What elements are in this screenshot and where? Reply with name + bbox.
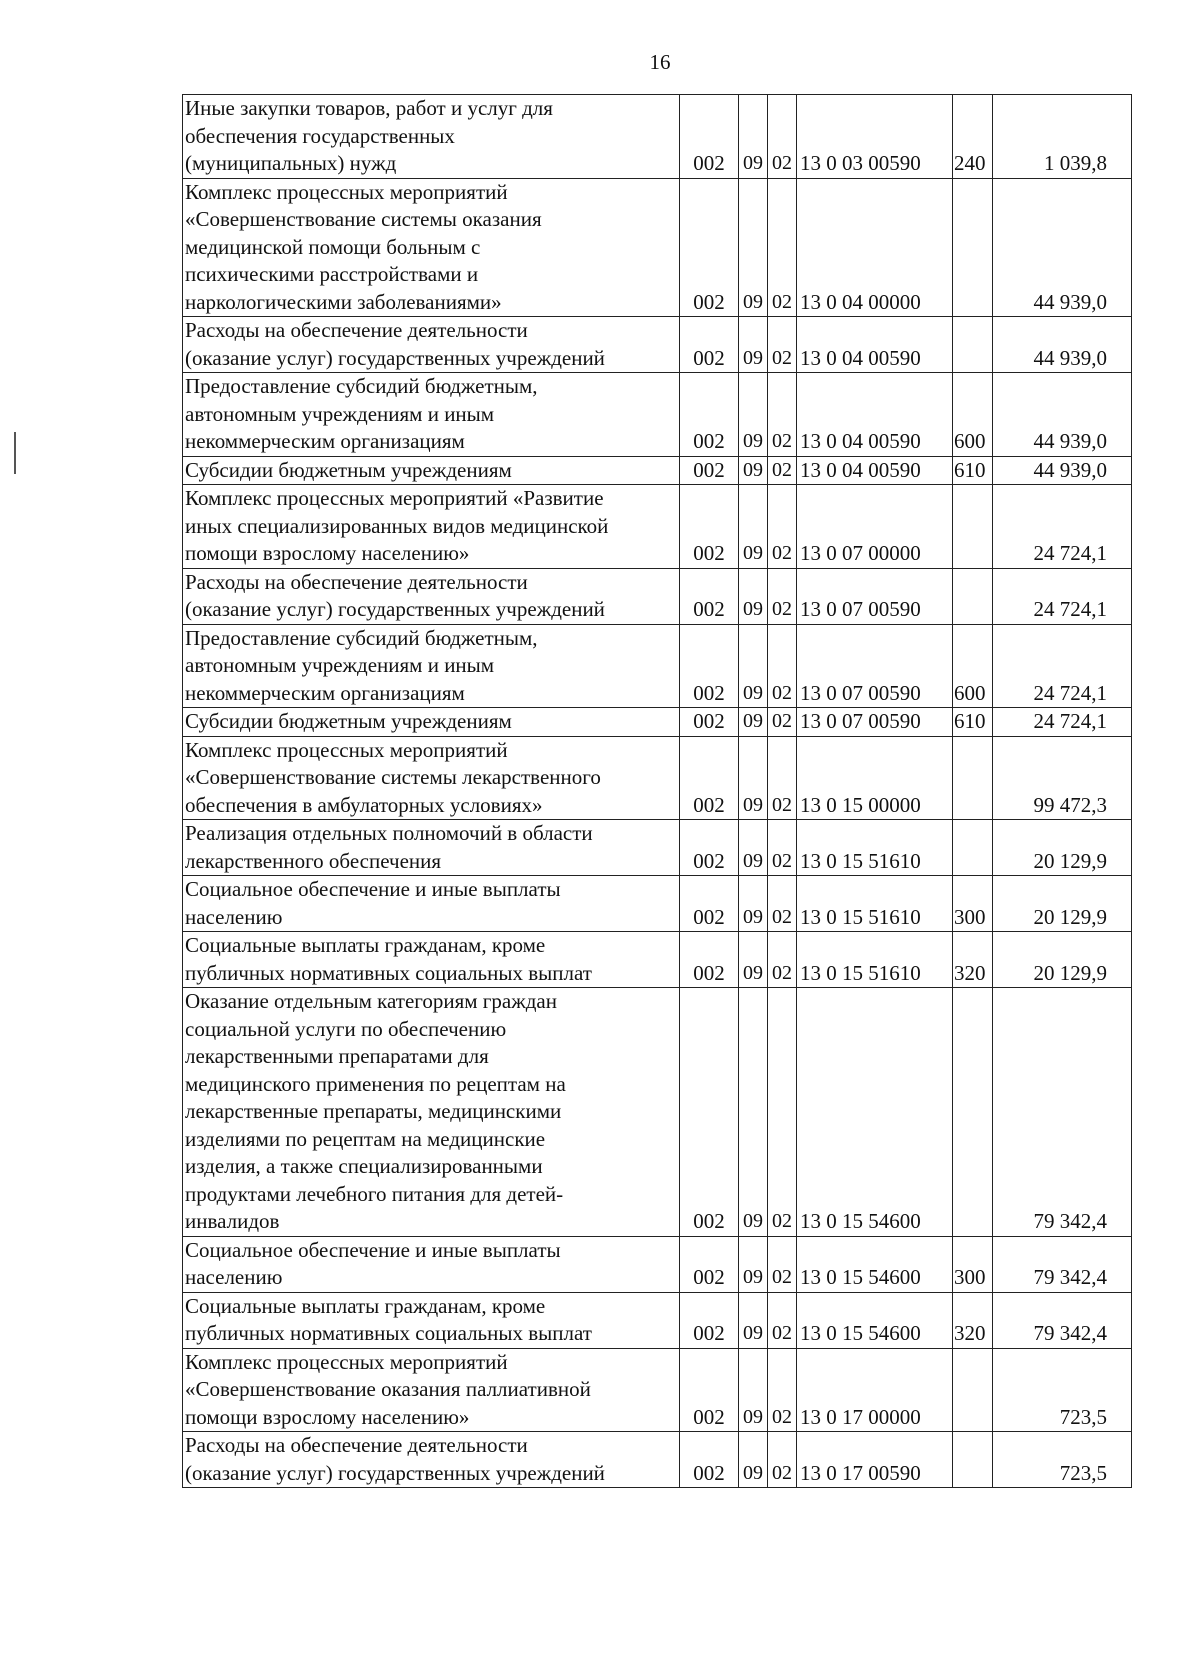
target-article-cell: 13 0 17 00590 xyxy=(797,1432,953,1488)
subsection-code-cell: 02 xyxy=(768,1236,797,1292)
department-code-cell: 002 xyxy=(680,568,739,624)
section-code-cell: 09 xyxy=(739,820,768,876)
expense-type-cell: 610 xyxy=(953,456,993,485)
expense-type-cell xyxy=(953,178,993,317)
target-article-cell: 13 0 15 54600 xyxy=(797,988,953,1237)
row-name-line: медицинского применения по рецептам на xyxy=(185,1071,566,1096)
department-code-cell: 002 xyxy=(680,95,739,179)
subsection-code-cell: 02 xyxy=(768,373,797,457)
expense-type-cell: 320 xyxy=(953,1292,993,1348)
expense-type-cell: 610 xyxy=(953,708,993,737)
department-code-cell: 002 xyxy=(680,876,739,932)
row-name-line: Оказание отдельным категориям граждан xyxy=(185,989,557,1013)
amount-cell: 24 724,1 xyxy=(993,624,1132,708)
expense-type-cell: 240 xyxy=(953,95,993,179)
table-row xyxy=(183,1236,1132,1292)
row-name-line: Социальное обеспечение и иные выплаты xyxy=(185,1237,561,1262)
row-name-line: помощи взрослому населению» xyxy=(185,1404,470,1429)
amount-cell: 20 129,9 xyxy=(993,820,1132,876)
section-code-cell: 09 xyxy=(739,736,768,820)
row-name-cell xyxy=(183,317,680,373)
row-name-line: Комплекс процессных мероприятий xyxy=(185,737,508,762)
row-name-line: лекарственные препараты, медицинскими xyxy=(185,1099,562,1123)
subsection-code-cell: 02 xyxy=(768,568,797,624)
row-name-cell xyxy=(183,988,680,1237)
row-name-line: «Совершенствование системы оказания xyxy=(185,207,542,231)
amount-cell: 24 724,1 xyxy=(993,708,1132,737)
row-name-line: Субсидии бюджетным учреждениям xyxy=(185,457,512,482)
section-code-cell: 09 xyxy=(739,876,768,932)
row-name-line: (оказание услуг) государственных учреждений xyxy=(185,1460,605,1485)
row-name-cell xyxy=(183,820,680,876)
row-name-cell xyxy=(183,373,680,457)
row-name-line: Предоставление субсидий бюджетным, xyxy=(185,374,538,398)
row-name-line: Комплекс процессных мероприятий «Развитие xyxy=(185,486,604,510)
table-row xyxy=(183,485,1132,569)
target-article-cell: 13 0 04 00590 xyxy=(797,373,953,457)
subsection-code-cell: 02 xyxy=(768,932,797,988)
table-row xyxy=(183,820,1132,876)
amount-cell: 99 472,3 xyxy=(993,736,1132,820)
row-name-cell xyxy=(183,876,680,932)
amount-cell: 44 939,0 xyxy=(993,317,1132,373)
amount-cell: 79 342,4 xyxy=(993,1236,1132,1292)
expense-type-cell xyxy=(953,1348,993,1432)
expense-type-cell xyxy=(953,485,993,569)
subsection-code-cell: 02 xyxy=(768,820,797,876)
table-row xyxy=(183,932,1132,988)
subsection-code-cell: 02 xyxy=(768,624,797,708)
row-name-line: (муниципальных) нужд xyxy=(185,151,397,175)
amount-cell: 723,5 xyxy=(993,1348,1132,1432)
section-code-cell: 09 xyxy=(739,1432,768,1488)
row-name-line: иных специализированных видов медицинской xyxy=(185,513,609,538)
department-code-cell: 002 xyxy=(680,1292,739,1348)
row-name-line: (оказание услуг) государственных учреждений xyxy=(185,345,605,370)
subsection-code-cell: 02 xyxy=(768,708,797,737)
target-article-cell: 13 0 15 51610 xyxy=(797,932,953,988)
row-name-line: Иные закупки товаров, работ и услуг для xyxy=(185,96,553,120)
row-name-line: Расходы на обеспечение деятельности xyxy=(185,1433,528,1457)
row-name-cell xyxy=(183,456,680,485)
section-code-cell: 09 xyxy=(739,373,768,457)
section-code-cell: 09 xyxy=(739,1236,768,1292)
table-row xyxy=(183,988,1132,1237)
section-code-cell: 09 xyxy=(739,624,768,708)
section-code-cell: 09 xyxy=(739,95,768,179)
row-name-line: изделия, а также специализированными xyxy=(185,1154,543,1178)
row-name-cell xyxy=(183,178,680,317)
table-row xyxy=(183,1348,1132,1432)
row-name-line: помощи взрослому населению» xyxy=(185,541,470,565)
row-name-line: социальной услуги по обеспечению xyxy=(185,1016,507,1041)
table-row xyxy=(183,317,1132,373)
subsection-code-cell: 02 xyxy=(768,456,797,485)
table-row xyxy=(183,568,1132,624)
row-name-line: обеспечения в амбулаторных условиях» xyxy=(185,792,543,817)
target-article-cell: 13 0 15 51610 xyxy=(797,876,953,932)
target-article-cell: 13 0 03 00590 xyxy=(797,95,953,179)
scan-artifact-line xyxy=(14,432,16,474)
expense-type-cell xyxy=(953,820,993,876)
table-row xyxy=(183,708,1132,737)
row-name-line: некоммерческим организациям xyxy=(185,680,465,705)
row-name-line: Комплекс процессных мероприятий xyxy=(185,1349,508,1374)
subsection-code-cell: 02 xyxy=(768,178,797,317)
row-name-cell xyxy=(183,1348,680,1432)
department-code-cell: 002 xyxy=(680,988,739,1237)
row-name-line: Расходы на обеспечение деятельности xyxy=(185,318,528,342)
row-name-line: наркологическими заболеваниями» xyxy=(185,289,502,314)
subsection-code-cell: 02 xyxy=(768,485,797,569)
subsection-code-cell: 02 xyxy=(768,1432,797,1488)
expense-type-cell xyxy=(953,1432,993,1488)
department-code-cell: 002 xyxy=(680,456,739,485)
table-row xyxy=(183,736,1132,820)
table-row xyxy=(183,178,1132,317)
row-name-line: обеспечения государственных xyxy=(185,123,455,148)
row-name-cell xyxy=(183,1236,680,1292)
amount-cell: 44 939,0 xyxy=(993,456,1132,485)
subsection-code-cell: 02 xyxy=(768,317,797,373)
target-article-cell: 13 0 07 00590 xyxy=(797,624,953,708)
amount-cell: 24 724,1 xyxy=(993,568,1132,624)
expense-type-cell: 600 xyxy=(953,624,993,708)
row-name-cell xyxy=(183,736,680,820)
subsection-code-cell: 02 xyxy=(768,1348,797,1432)
department-code-cell: 002 xyxy=(680,1236,739,1292)
target-article-cell: 13 0 17 00000 xyxy=(797,1348,953,1432)
target-article-cell: 13 0 07 00590 xyxy=(797,568,953,624)
row-name-line: публичных нормативных социальных выплат xyxy=(185,1321,592,1345)
target-article-cell: 13 0 15 54600 xyxy=(797,1292,953,1348)
row-name-line: лекарственными препаратами для xyxy=(185,1044,489,1068)
amount-cell: 44 939,0 xyxy=(993,178,1132,317)
target-article-cell: 13 0 15 00000 xyxy=(797,736,953,820)
department-code-cell: 002 xyxy=(680,317,739,373)
target-article-cell: 13 0 15 54600 xyxy=(797,1236,953,1292)
expense-type-cell: 300 xyxy=(953,876,993,932)
amount-cell: 723,5 xyxy=(993,1432,1132,1488)
expense-type-cell xyxy=(953,568,993,624)
row-name-line: автономным учреждениям и иным xyxy=(185,401,495,426)
target-article-cell: 13 0 04 00000 xyxy=(797,178,953,317)
target-article-cell: 13 0 15 51610 xyxy=(797,820,953,876)
section-code-cell: 09 xyxy=(739,932,768,988)
section-code-cell: 09 xyxy=(739,317,768,373)
target-article-cell: 13 0 04 00590 xyxy=(797,317,953,373)
row-name-cell xyxy=(183,95,680,179)
row-name-line: публичных нормативных социальных выплат xyxy=(185,960,592,985)
section-code-cell: 09 xyxy=(739,1292,768,1348)
subsection-code-cell: 02 xyxy=(768,1292,797,1348)
amount-cell: 79 342,4 xyxy=(993,988,1132,1237)
department-code-cell: 002 xyxy=(680,485,739,569)
department-code-cell: 002 xyxy=(680,373,739,457)
section-code-cell: 09 xyxy=(739,485,768,569)
expense-type-cell: 600 xyxy=(953,373,993,457)
row-name-line: «Совершенствование оказания паллиативной xyxy=(185,1377,591,1401)
target-article-cell: 13 0 04 00590 xyxy=(797,456,953,485)
budget-table-body xyxy=(183,95,1132,1488)
subsection-code-cell: 02 xyxy=(768,736,797,820)
department-code-cell: 002 xyxy=(680,1432,739,1488)
row-name-line: автономным учреждениям и иным xyxy=(185,653,495,677)
row-name-line: Субсидии бюджетным учреждениям xyxy=(185,709,512,733)
row-name-line: продуктами лечебного питания для детей- xyxy=(185,1181,564,1206)
section-code-cell: 09 xyxy=(739,1348,768,1432)
budget-table xyxy=(182,94,1132,1488)
row-name-cell xyxy=(183,624,680,708)
row-name-line: Социальные выплаты гражданам, кроме xyxy=(185,933,546,957)
section-code-cell: 09 xyxy=(739,708,768,737)
row-name-line: психическими расстройствами и xyxy=(185,262,479,286)
amount-cell: 20 129,9 xyxy=(993,876,1132,932)
section-code-cell: 09 xyxy=(739,178,768,317)
row-name-line: некоммерческим организациям xyxy=(185,429,465,453)
row-name-cell xyxy=(183,1432,680,1488)
department-code-cell: 002 xyxy=(680,932,739,988)
subsection-code-cell: 02 xyxy=(768,988,797,1237)
table-row xyxy=(183,456,1132,485)
department-code-cell: 002 xyxy=(680,736,739,820)
row-name-line: Комплекс процессных мероприятий xyxy=(185,179,508,204)
section-code-cell: 09 xyxy=(739,456,768,485)
department-code-cell: 002 xyxy=(680,708,739,737)
row-name-line: населению xyxy=(185,1265,283,1289)
expense-type-cell: 300 xyxy=(953,1236,993,1292)
expense-type-cell xyxy=(953,988,993,1237)
amount-cell: 20 129,9 xyxy=(993,932,1132,988)
expense-type-cell xyxy=(953,736,993,820)
table-row xyxy=(183,1432,1132,1488)
amount-cell: 79 342,4 xyxy=(993,1292,1132,1348)
table-row xyxy=(183,373,1132,457)
subsection-code-cell: 02 xyxy=(768,876,797,932)
row-name-cell xyxy=(183,1292,680,1348)
row-name-line: Социальное обеспечение и иные выплаты xyxy=(185,877,561,901)
row-name-cell xyxy=(183,932,680,988)
table-row xyxy=(183,1292,1132,1348)
subsection-code-cell: 02 xyxy=(768,95,797,179)
department-code-cell: 002 xyxy=(680,1348,739,1432)
row-name-line: изделиями по рецептам на медицинские xyxy=(185,1126,546,1151)
amount-cell: 24 724,1 xyxy=(993,485,1132,569)
row-name-line: Расходы на обеспечение деятельности xyxy=(185,569,528,594)
expense-type-cell: 320 xyxy=(953,932,993,988)
row-name-line: Предоставление субсидий бюджетным, xyxy=(185,625,538,650)
row-name-line: медицинской помощи больным с xyxy=(185,234,481,259)
row-name-line: Социальные выплаты гражданам, кроме xyxy=(185,1293,546,1318)
section-code-cell: 09 xyxy=(739,568,768,624)
amount-cell: 1 039,8 xyxy=(993,95,1132,179)
target-article-cell: 13 0 07 00590 xyxy=(797,708,953,737)
table-row xyxy=(183,95,1132,179)
row-name-line: населению xyxy=(185,904,283,929)
row-name-line: Реализация отдельных полномочий в области xyxy=(185,821,593,845)
department-code-cell: 002 xyxy=(680,820,739,876)
row-name-line: лекарственного обеспечения xyxy=(185,848,442,873)
row-name-cell xyxy=(183,568,680,624)
amount-cell: 44 939,0 xyxy=(993,373,1132,457)
row-name-cell xyxy=(183,485,680,569)
expense-type-cell xyxy=(953,317,993,373)
section-code-cell: 09 xyxy=(739,988,768,1237)
table-row xyxy=(183,876,1132,932)
row-name-line: «Совершенствование системы лекарственного xyxy=(185,765,601,789)
table-row xyxy=(183,624,1132,708)
page-number: 16 xyxy=(649,50,671,74)
target-article-cell: 13 0 07 00000 xyxy=(797,485,953,569)
row-name-line: (оказание услуг) государственных учреждений xyxy=(185,597,605,621)
row-name-cell xyxy=(183,708,680,737)
department-code-cell: 002 xyxy=(680,624,739,708)
department-code-cell: 002 xyxy=(680,178,739,317)
row-name-line: инвалидов xyxy=(185,1209,280,1233)
